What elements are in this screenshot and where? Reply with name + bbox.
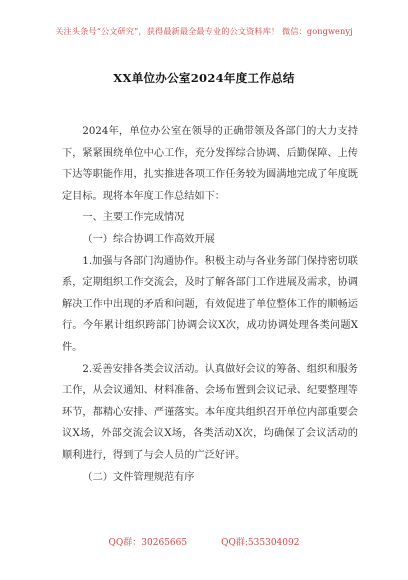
top-promo-banner: 关注头条号“公文研究”，获得最新最全最专业的公文资料库！ 微信：gongwenyj: [55, 26, 353, 36]
bottom-qq-banner: [0, 535, 408, 548]
document-body: [62, 121, 358, 488]
body-paragraph: 2.妥善安排各类会议活动。认真做好会议的筹备、组织和服务工作，从会议通知、材料准备、会场布置到会议记录、纪要整理等环节，都精心安排、严谨落实。本年度共组织召开单位内部重要会议X场，外部交流会议X场，各类活动X次，均确保了会议活动的顺利进行，得到了与会人员的广泛好评。: [62, 363, 358, 461]
qq-group-1: QQ群：30265665: [108, 538, 188, 548]
qq-group-2: QQ群:535304092: [221, 538, 300, 548]
subsection-heading: （二）文件管理规范有序: [82, 471, 195, 483]
section-heading: 一、主要工作完成情况: [82, 212, 185, 224]
subsection-heading: （一）综合协调工作高效开展: [82, 233, 215, 245]
intro-paragraph: 2024年，单位办公室在领导的正确带领及各部门的大力支持下，紧紧围绕单位中心工作，充分发挥综合协调、后勤保障、上传下达等职能作用，扎实推进各项工作任务较为圆满地完成了年度既定目标。现将本年度工作总结如下：: [62, 126, 358, 202]
document-title: XX单位办公室2024年度工作总结: [113, 71, 295, 85]
body-paragraph: 1.加强与各部门沟通协作。积极主动与各业务部门保持密切联系，定期组织工作交流会，及时了解各部门工作进展及需求，协调解决工作中出现的矛盾和问题，有效促进了单位整体工作的顺畅运行。今年累计组织跨部门协调会议X次，成功协调处理各类问题X件。: [62, 255, 358, 353]
